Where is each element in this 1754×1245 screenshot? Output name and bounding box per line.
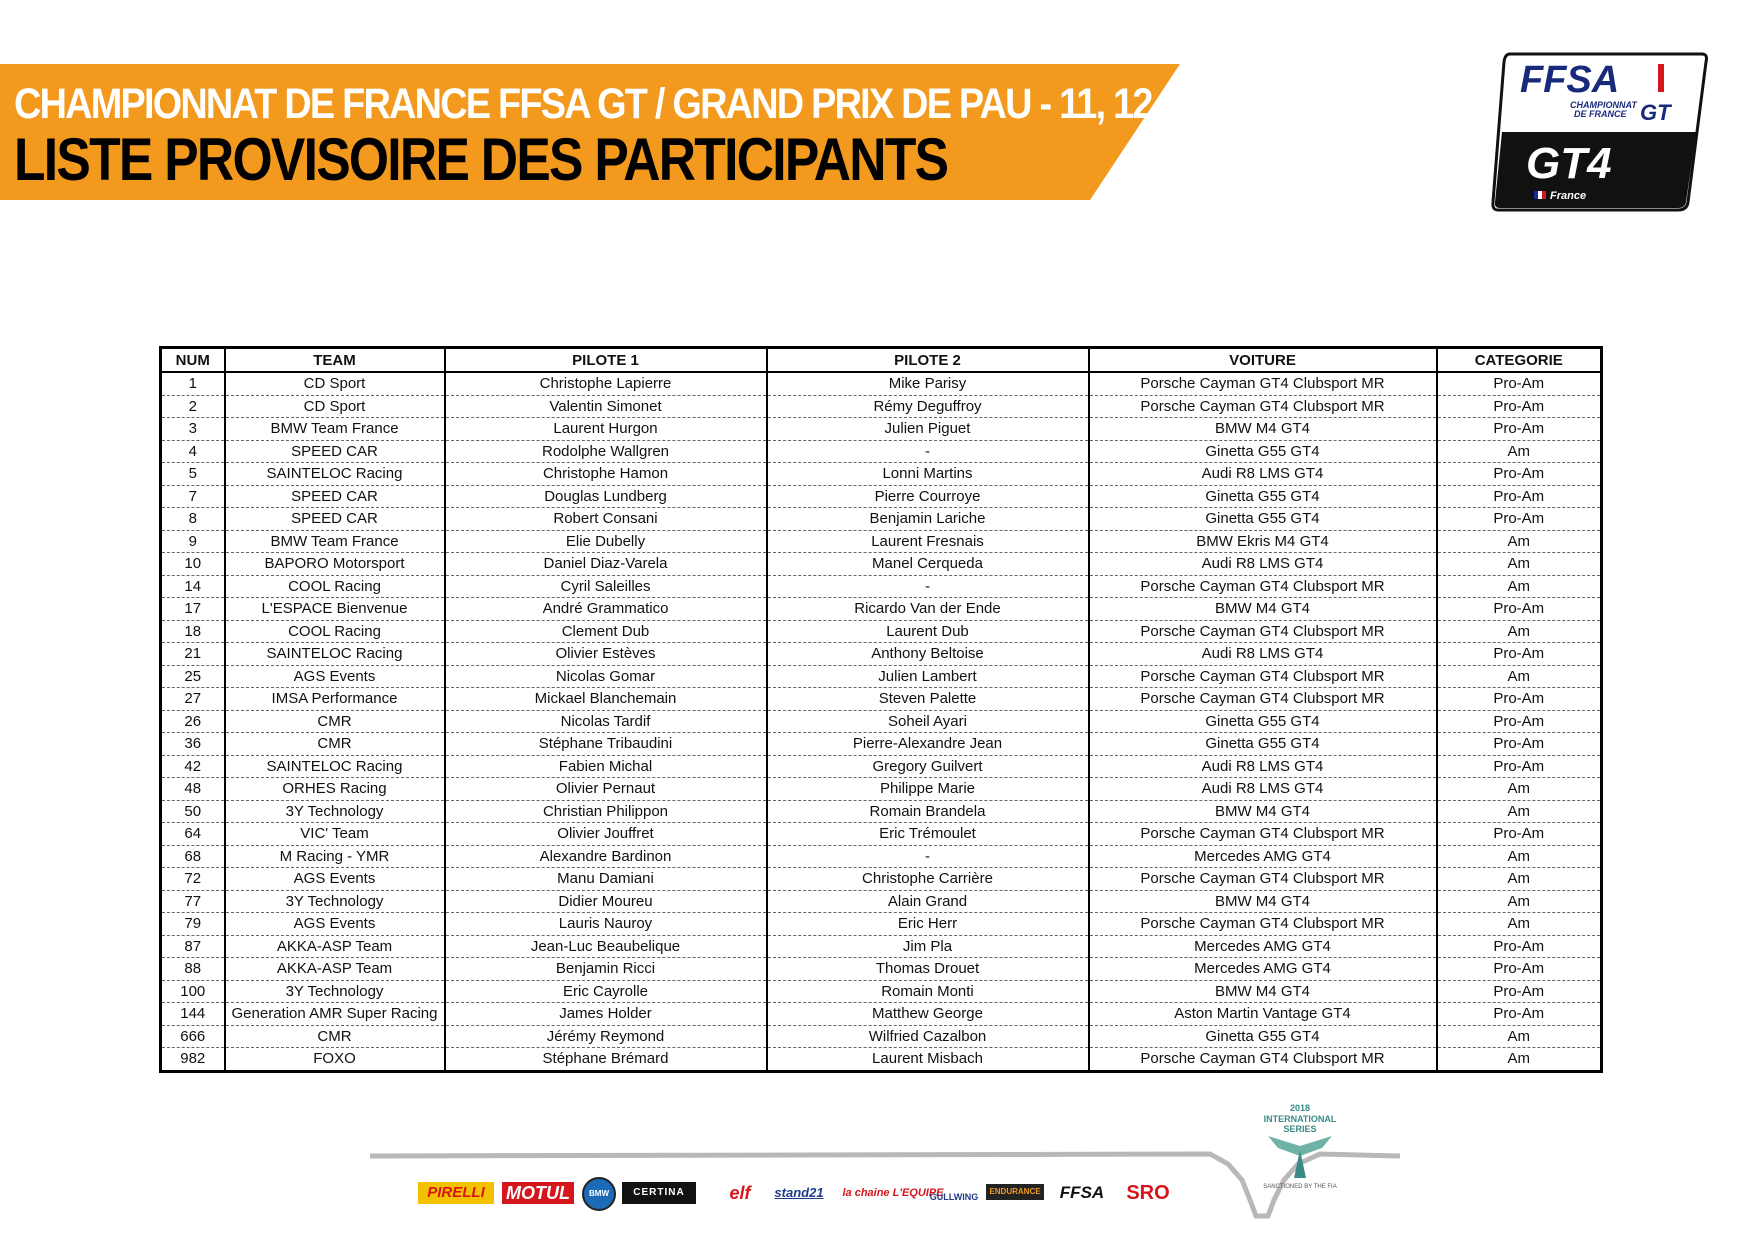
cell-pilote2: Benjamin Lariche [767, 508, 1089, 531]
cell-categorie: Am [1437, 845, 1602, 868]
cell-num: 68 [161, 845, 225, 868]
table-row [161, 575, 1602, 598]
table-row [161, 688, 1602, 711]
table-row [161, 530, 1602, 553]
logo-sub1: CHAMPIONNAT [1570, 100, 1637, 110]
ffsa-logo-text: FFSA [1520, 59, 1620, 101]
cell-pilote2: Steven Palette [767, 688, 1089, 711]
cell-num: 42 [161, 755, 225, 778]
cell-num: 4 [161, 440, 225, 463]
cell-team: BMW Team France [225, 530, 445, 553]
cell-team: CMR [225, 710, 445, 733]
cell-categorie: Pro-Am [1437, 598, 1602, 621]
cell-team: CD Sport [225, 395, 445, 418]
cell-team: SAINTELOC Racing [225, 643, 445, 666]
sponsor-gullwing: GULLWING [929, 1192, 979, 1202]
cell-voiture: Audi R8 LMS GT4 [1089, 553, 1437, 576]
cell-team: AKKA-ASP Team [225, 935, 445, 958]
cell-categorie: Am [1437, 665, 1602, 688]
cell-team: BMW Team France [225, 418, 445, 441]
cell-team: COOL Racing [225, 620, 445, 643]
table-row [161, 372, 1602, 395]
cell-pilote1: Stéphane Tribaudini [445, 733, 767, 756]
cell-num: 9 [161, 530, 225, 553]
sponsor-ffsa: FFSA [1059, 1183, 1105, 1202]
cell-voiture: Mercedes AMG GT4 [1089, 958, 1437, 981]
cell-pilote2: - [767, 575, 1089, 598]
cell-categorie: Pro-Am [1437, 463, 1602, 486]
cell-team: FOXO [225, 1048, 445, 1072]
cell-pilote1: Robert Consani [445, 508, 767, 531]
cell-team: ORHES Racing [225, 778, 445, 801]
cell-pilote1: Jérémy Reymond [445, 1025, 767, 1048]
logo-gt4: GT4 [1526, 139, 1612, 188]
cell-num: 77 [161, 890, 225, 913]
cell-team: 3Y Technology [225, 800, 445, 823]
cell-pilote1: Cyril Saleilles [445, 575, 767, 598]
cell-pilote1: Daniel Diaz-Varela [445, 553, 767, 576]
sponsor-motul: MOTUL [502, 1182, 574, 1204]
cell-voiture: Ginetta G55 GT4 [1089, 508, 1437, 531]
table-row [161, 1025, 1602, 1048]
cell-num: 17 [161, 598, 225, 621]
cell-voiture: Audi R8 LMS GT4 [1089, 755, 1437, 778]
page-title: LISTE PROVISOIRE DES PARTICIPANTS [14, 126, 948, 193]
cell-num: 64 [161, 823, 225, 846]
cell-pilote2: Anthony Beltoise [767, 643, 1089, 666]
cell-num: 88 [161, 958, 225, 981]
cell-pilote1: Nicolas Tardif [445, 710, 767, 733]
cell-team: M Racing - YMR [225, 845, 445, 868]
cell-pilote2: Philippe Marie [767, 778, 1089, 801]
cell-voiture: Porsche Cayman GT4 Clubsport MR [1089, 688, 1437, 711]
cell-num: 21 [161, 643, 225, 666]
sponsor-sro: SRO [1126, 1182, 1170, 1204]
cell-voiture: Ginetta G55 GT4 [1089, 485, 1437, 508]
cell-pilote2: Gregory Guilvert [767, 755, 1089, 778]
cell-pilote1: Jean-Luc Beaubelique [445, 935, 767, 958]
cell-voiture: Porsche Cayman GT4 Clubsport MR [1089, 395, 1437, 418]
cell-categorie: Pro-Am [1437, 710, 1602, 733]
cell-num: 3 [161, 418, 225, 441]
cell-pilote2: Rémy Deguffroy [767, 395, 1089, 418]
cell-pilote1: André Grammatico [445, 598, 767, 621]
cell-pilote1: Valentin Simonet [445, 395, 767, 418]
cell-voiture: Porsche Cayman GT4 Clubsport MR [1089, 868, 1437, 891]
sponsor-lequipe: la chaine L'EQUIPE [842, 1187, 944, 1199]
cell-num: 5 [161, 463, 225, 486]
cell-pilote2: Julien Lambert [767, 665, 1089, 688]
cell-categorie: Pro-Am [1437, 823, 1602, 846]
cell-pilote2: Thomas Drouet [767, 958, 1089, 981]
cell-categorie: Pro-Am [1437, 1003, 1602, 1026]
cell-pilote2: Pierre-Alexandre Jean [767, 733, 1089, 756]
cell-pilote2: Laurent Fresnais [767, 530, 1089, 553]
cell-team: SPEED CAR [225, 440, 445, 463]
table-row [161, 935, 1602, 958]
cell-categorie: Am [1437, 620, 1602, 643]
cell-team: L'ESPACE Bienvenue [225, 598, 445, 621]
cell-pilote1: Rodolphe Wallgren [445, 440, 767, 463]
col-pilote2: PILOTE 2 [767, 348, 1089, 373]
cell-pilote2: Eric Herr [767, 913, 1089, 936]
cell-categorie: Am [1437, 800, 1602, 823]
cell-pilote1: Olivier Pernaut [445, 778, 767, 801]
cell-categorie: Pro-Am [1437, 688, 1602, 711]
cell-pilote2: Lonni Martins [767, 463, 1089, 486]
cell-pilote1: Olivier Estèves [445, 643, 767, 666]
sponsor-elf: elf [729, 1183, 751, 1203]
table-row [161, 463, 1602, 486]
cell-num: 36 [161, 733, 225, 756]
cell-num: 48 [161, 778, 225, 801]
cell-pilote2: Soheil Ayari [767, 710, 1089, 733]
cell-pilote1: Lauris Nauroy [445, 913, 767, 936]
cell-voiture: Porsche Cayman GT4 Clubsport MR [1089, 1048, 1437, 1072]
cell-team: VIC' Team [225, 823, 445, 846]
cell-pilote2: Mike Parisy [767, 372, 1089, 395]
cell-pilote1: Elie Dubelly [445, 530, 767, 553]
cell-categorie: Am [1437, 890, 1602, 913]
cell-num: 26 [161, 710, 225, 733]
cell-team: BAPORO Motorsport [225, 553, 445, 576]
cell-pilote2: Romain Monti [767, 980, 1089, 1003]
table-row [161, 913, 1602, 936]
cell-num: 87 [161, 935, 225, 958]
cell-pilote2: Romain Brandela [767, 800, 1089, 823]
participants-table-wrapper [159, 346, 1600, 1073]
col-num: NUM [161, 348, 225, 373]
cell-categorie: Am [1437, 575, 1602, 598]
cell-pilote1: Fabien Michal [445, 755, 767, 778]
table-row [161, 1003, 1602, 1026]
cell-voiture: BMW M4 GT4 [1089, 598, 1437, 621]
cell-pilote2: Laurent Dub [767, 620, 1089, 643]
sponsor-endurance: ENDURANCE [986, 1184, 1044, 1200]
table-row [161, 620, 1602, 643]
cell-team: AGS Events [225, 665, 445, 688]
cell-team: Generation AMR Super Racing [225, 1003, 445, 1026]
series-name1: INTERNATIONAL [1263, 1114, 1337, 1124]
col-voiture: VOITURE [1089, 348, 1437, 373]
cell-pilote2: - [767, 845, 1089, 868]
cell-team: COOL Racing [225, 575, 445, 598]
cell-categorie: Am [1437, 778, 1602, 801]
cell-pilote1: Douglas Lundberg [445, 485, 767, 508]
cell-team: SAINTELOC Racing [225, 755, 445, 778]
cell-num: 79 [161, 913, 225, 936]
sponsor-certina: CERTINA [622, 1182, 696, 1204]
table-row [161, 890, 1602, 913]
cell-num: 144 [161, 1003, 225, 1026]
cell-pilote1: Didier Moureu [445, 890, 767, 913]
cell-num: 18 [161, 620, 225, 643]
cell-voiture: Audi R8 LMS GT4 [1089, 643, 1437, 666]
series-name2: SERIES [1283, 1124, 1317, 1134]
cell-pilote1: Christophe Lapierre [445, 372, 767, 395]
table-row [161, 980, 1602, 1003]
cell-num: 27 [161, 688, 225, 711]
cell-pilote1: Benjamin Ricci [445, 958, 767, 981]
table-row [161, 778, 1602, 801]
cell-pilote2: Julien Piguet [767, 418, 1089, 441]
cell-voiture: Porsche Cayman GT4 Clubsport MR [1089, 913, 1437, 936]
cell-voiture: Porsche Cayman GT4 Clubsport MR [1089, 620, 1437, 643]
table-row [161, 643, 1602, 666]
cell-pilote1: James Holder [445, 1003, 767, 1026]
cell-categorie: Pro-Am [1437, 755, 1602, 778]
cell-pilote2: Ricardo Van der Ende [767, 598, 1089, 621]
cell-voiture: BMW M4 GT4 [1089, 890, 1437, 913]
cell-categorie: Am [1437, 1025, 1602, 1048]
cell-team: 3Y Technology [225, 980, 445, 1003]
series-sanction: SANCTIONED BY THE FIA [1263, 1184, 1337, 1190]
cell-pilote1: Alexandre Bardinon [445, 845, 767, 868]
col-team: TEAM [225, 348, 445, 373]
cell-pilote2: Christophe Carrière [767, 868, 1089, 891]
table-row [161, 800, 1602, 823]
cell-pilote2: Matthew George [767, 1003, 1089, 1026]
table-row [161, 1048, 1602, 1072]
cell-voiture: Mercedes AMG GT4 [1089, 935, 1437, 958]
cell-team: CMR [225, 1025, 445, 1048]
cell-pilote2: Wilfried Cazalbon [767, 1025, 1089, 1048]
cell-num: 666 [161, 1025, 225, 1048]
table-row [161, 418, 1602, 441]
series-year: 2018 [1289, 1103, 1311, 1113]
cell-pilote2: Eric Trémoulet [767, 823, 1089, 846]
cell-voiture: Mercedes AMG GT4 [1089, 845, 1437, 868]
cell-categorie: Pro-Am [1437, 958, 1602, 981]
cell-pilote2: Pierre Courroye [767, 485, 1089, 508]
cell-voiture: Aston Martin Vantage GT4 [1089, 1003, 1437, 1026]
cell-pilote1: Mickael Blanchemain [445, 688, 767, 711]
cell-pilote1: Clement Dub [445, 620, 767, 643]
table-row [161, 958, 1602, 981]
table-row [161, 823, 1602, 846]
cell-pilote1: Christophe Hamon [445, 463, 767, 486]
cell-categorie: Pro-Am [1437, 643, 1602, 666]
cell-categorie: Pro-Am [1437, 372, 1602, 395]
cell-pilote1: Nicolas Gomar [445, 665, 767, 688]
table-row [161, 868, 1602, 891]
table-row [161, 440, 1602, 463]
cell-num: 982 [161, 1048, 225, 1072]
cell-pilote1: Laurent Hurgon [445, 418, 767, 441]
international-series-logo [1250, 1100, 1350, 1190]
cell-pilote1: Manu Damiani [445, 868, 767, 891]
table-row [161, 755, 1602, 778]
cell-num: 72 [161, 868, 225, 891]
logo-country: France [1550, 190, 1587, 202]
sponsor-stand21: stand21 [774, 1185, 824, 1200]
cell-pilote2: Alain Grand [767, 890, 1089, 913]
cell-categorie: Pro-Am [1437, 733, 1602, 756]
cell-categorie: Pro-Am [1437, 508, 1602, 531]
cell-pilote2: Jim Pla [767, 935, 1089, 958]
table-row [161, 733, 1602, 756]
cell-team: 3Y Technology [225, 890, 445, 913]
cell-voiture: BMW M4 GT4 [1089, 418, 1437, 441]
cell-voiture: Ginetta G55 GT4 [1089, 440, 1437, 463]
cell-categorie: Pro-Am [1437, 418, 1602, 441]
cell-num: 7 [161, 485, 225, 508]
cell-categorie: Am [1437, 1048, 1602, 1072]
cell-team: AKKA-ASP Team [225, 958, 445, 981]
col-categorie: CATEGORIE [1437, 348, 1602, 373]
cell-categorie: Am [1437, 913, 1602, 936]
cell-team: SPEED CAR [225, 508, 445, 531]
ffsa-gt4-logo [1490, 50, 1710, 216]
cell-pilote2: Manel Cerqueda [767, 553, 1089, 576]
cell-categorie: Pro-Am [1437, 395, 1602, 418]
cell-voiture: BMW Ekris M4 GT4 [1089, 530, 1437, 553]
cell-categorie: Pro-Am [1437, 935, 1602, 958]
event-title: CHAMPIONNAT DE FRANCE FFSA GT / GRAND PRIX DE PAU - 11, 12, 13 MAI 2018 [14, 80, 1367, 128]
cell-num: 10 [161, 553, 225, 576]
cell-team: AGS Events [225, 913, 445, 936]
cell-pilote1: Olivier Jouffret [445, 823, 767, 846]
cell-voiture: Ginetta G55 GT4 [1089, 1025, 1437, 1048]
cell-categorie: Am [1437, 530, 1602, 553]
cell-voiture: Ginetta G55 GT4 [1089, 733, 1437, 756]
cell-pilote2: - [767, 440, 1089, 463]
cell-num: 1 [161, 372, 225, 395]
cell-team: AGS Events [225, 868, 445, 891]
cell-team: SPEED CAR [225, 485, 445, 508]
table-row [161, 845, 1602, 868]
logo-sub2: DE FRANCE [1574, 109, 1627, 119]
col-pilote1: PILOTE 1 [445, 348, 767, 373]
cell-voiture: Porsche Cayman GT4 Clubsport MR [1089, 823, 1437, 846]
cell-pilote1: Eric Cayrolle [445, 980, 767, 1003]
sponsor-pirelli: PIRELLI [418, 1182, 494, 1204]
cell-voiture: Audi R8 LMS GT4 [1089, 463, 1437, 486]
participants-table [159, 346, 1603, 1073]
cell-num: 14 [161, 575, 225, 598]
cell-num: 8 [161, 508, 225, 531]
sponsor-bmw: BMW [582, 1177, 616, 1211]
cell-categorie: Am [1437, 440, 1602, 463]
cell-voiture: Audi R8 LMS GT4 [1089, 778, 1437, 801]
cell-num: 100 [161, 980, 225, 1003]
table-row [161, 665, 1602, 688]
table-body [161, 372, 1602, 1071]
table-row [161, 395, 1602, 418]
cell-team: SAINTELOC Racing [225, 463, 445, 486]
table-row [161, 710, 1602, 733]
logo-gt: GT [1640, 100, 1671, 125]
cell-num: 25 [161, 665, 225, 688]
cell-voiture: BMW M4 GT4 [1089, 980, 1437, 1003]
cell-voiture: Porsche Cayman GT4 Clubsport MR [1089, 665, 1437, 688]
cell-categorie: Pro-Am [1437, 485, 1602, 508]
cell-num: 50 [161, 800, 225, 823]
cell-pilote1: Christian Philippon [445, 800, 767, 823]
cell-voiture: BMW M4 GT4 [1089, 800, 1437, 823]
table-row [161, 485, 1602, 508]
cell-categorie: Pro-Am [1437, 980, 1602, 1003]
table-row [161, 508, 1602, 531]
cell-team: CD Sport [225, 372, 445, 395]
cell-num: 2 [161, 395, 225, 418]
cell-voiture: Ginetta G55 GT4 [1089, 710, 1437, 733]
cell-pilote2: Laurent Misbach [767, 1048, 1089, 1072]
cell-pilote1: Stéphane Brémard [445, 1048, 767, 1072]
cell-categorie: Am [1437, 553, 1602, 576]
cell-voiture: Porsche Cayman GT4 Clubsport MR [1089, 575, 1437, 598]
table-header-row [161, 348, 1602, 373]
cell-categorie: Am [1437, 868, 1602, 891]
ffsa-red-mark [1658, 64, 1664, 92]
cell-team: IMSA Performance [225, 688, 445, 711]
cell-voiture: Porsche Cayman GT4 Clubsport MR [1089, 372, 1437, 395]
table-row [161, 553, 1602, 576]
cell-team: CMR [225, 733, 445, 756]
table-row [161, 598, 1602, 621]
